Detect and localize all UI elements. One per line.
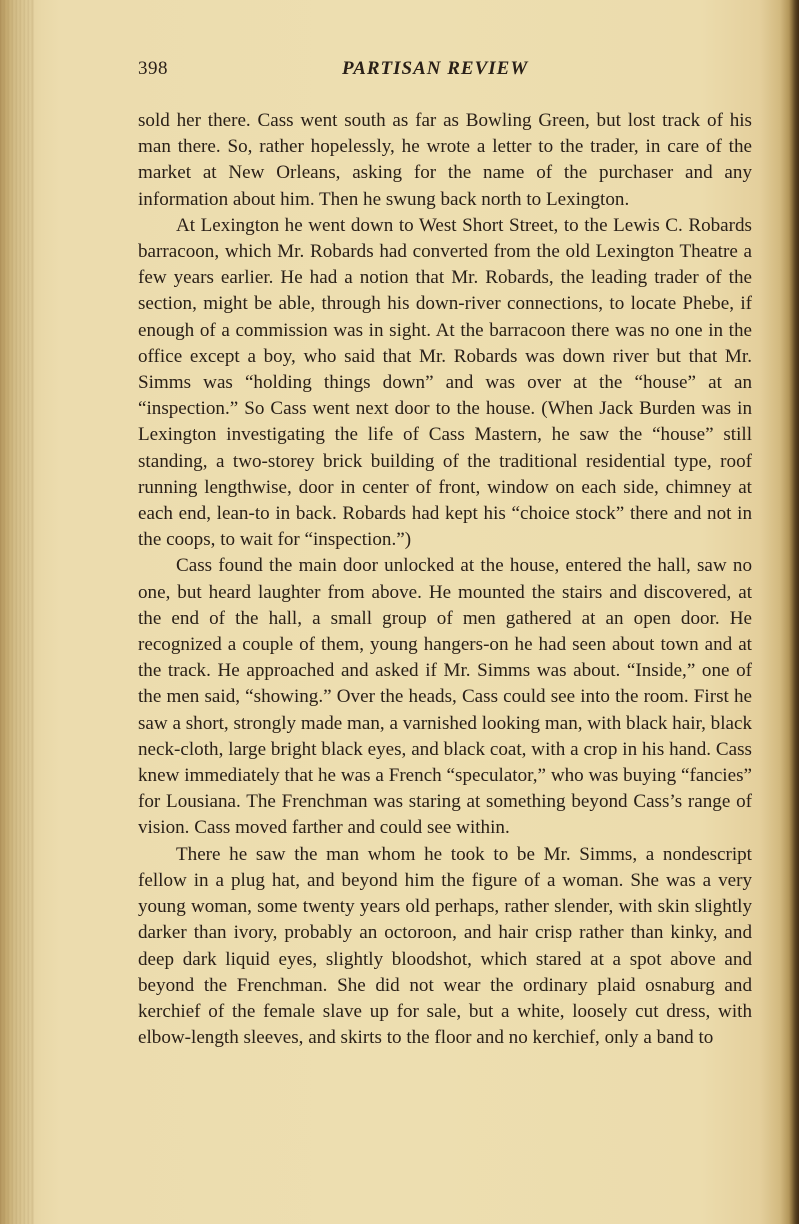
paragraph-3: Cass found the main door unlocked at the house, entered the hall, saw no one, but heard laughter from above. He mounted the stairs and discovered, at the end of the hall, a small group of men gathered at an open door. He recognized a couple of them, young hangers-on he had seen about town and at the track. He approached and asked if Mr. Simms was about. “Inside,” one of the men said, “showing.” Over the heads, Cass could see into the room. First he saw a short, strongly made man, a varnished looking man, with black hair, black neck-cloth, large bright black eyes, and black coat, with a crop in his hand. Cass knew immediately that he was a French “speculator,” who was buying “fancies” for Lousiana. The Frenchman was staring at something beyond Cass’s range of vision. Cass moved farther and could see within. <box>138 555 752 839</box>
binding-gutter <box>0 0 34 1224</box>
page-header <box>138 58 746 88</box>
paragraph-1: sold her there. Cass went south as far as Bowling Green, but lost track of his man there. So, rather hopelessly, he wrote a letter to the trader, in care of the market at New Orleans, asking for the name of the purchaser and any information about him. Then he swung back north to Lexington. <box>138 110 752 210</box>
page-edge-shadow <box>789 0 799 1224</box>
running-head: PARTISAN REVIEW <box>342 58 529 79</box>
paragraph-4: There he saw the man whom he took to be Mr. Simms, a nondescript fellow in a plug hat, and beyond him the figure of a woman. She was a very young woman, some twenty years old perhaps, rather slender, with skin slightly darker than ivory, probably an octoroon, and hair crisp rather than kinky, and deep dark liquid eyes, slightly bloodshot, which stared at a spot above and beyond the Frenchman. She did not wear the ordinary plaid osnaburg and kerchief of the female slave up for sale, but a white, loosely cut dress, with elbow-length sleeves, and skirts to the floor and no kerchief, only a band to <box>138 843 752 1049</box>
paragraph-2: At Lexington he went down to West Short Street, to the Lewis C. Robards barracoon, which Mr. Robards had converted from the old Lexington Theatre a few years earlier. He had a notion that Mr. Robards, the leading trader of the section, might be able, through his down-river connections, to locate Phebe, if enough of a commission was in sight. At the barracoon there was no one in the office except a boy, who said that Mr. Robards was down river but that Mr. Simms was “holding things down” and was over at the “house” at an “inspection.” So Cass went next door to the house. (When Jack Burden was in Lexington investigating the life of Cass Mastern, he saw the “house” still standing, a two-storey brick building of the traditional residential type, roof running lengthwise, door in center of front, window on each side, chimney at each end, lean-to in back. Robards had kept his “choice stock” there and not in the coops, to wait for “inspection.”) <box>138 214 752 551</box>
body-text <box>138 108 752 1051</box>
page-number: 398 <box>138 58 168 79</box>
